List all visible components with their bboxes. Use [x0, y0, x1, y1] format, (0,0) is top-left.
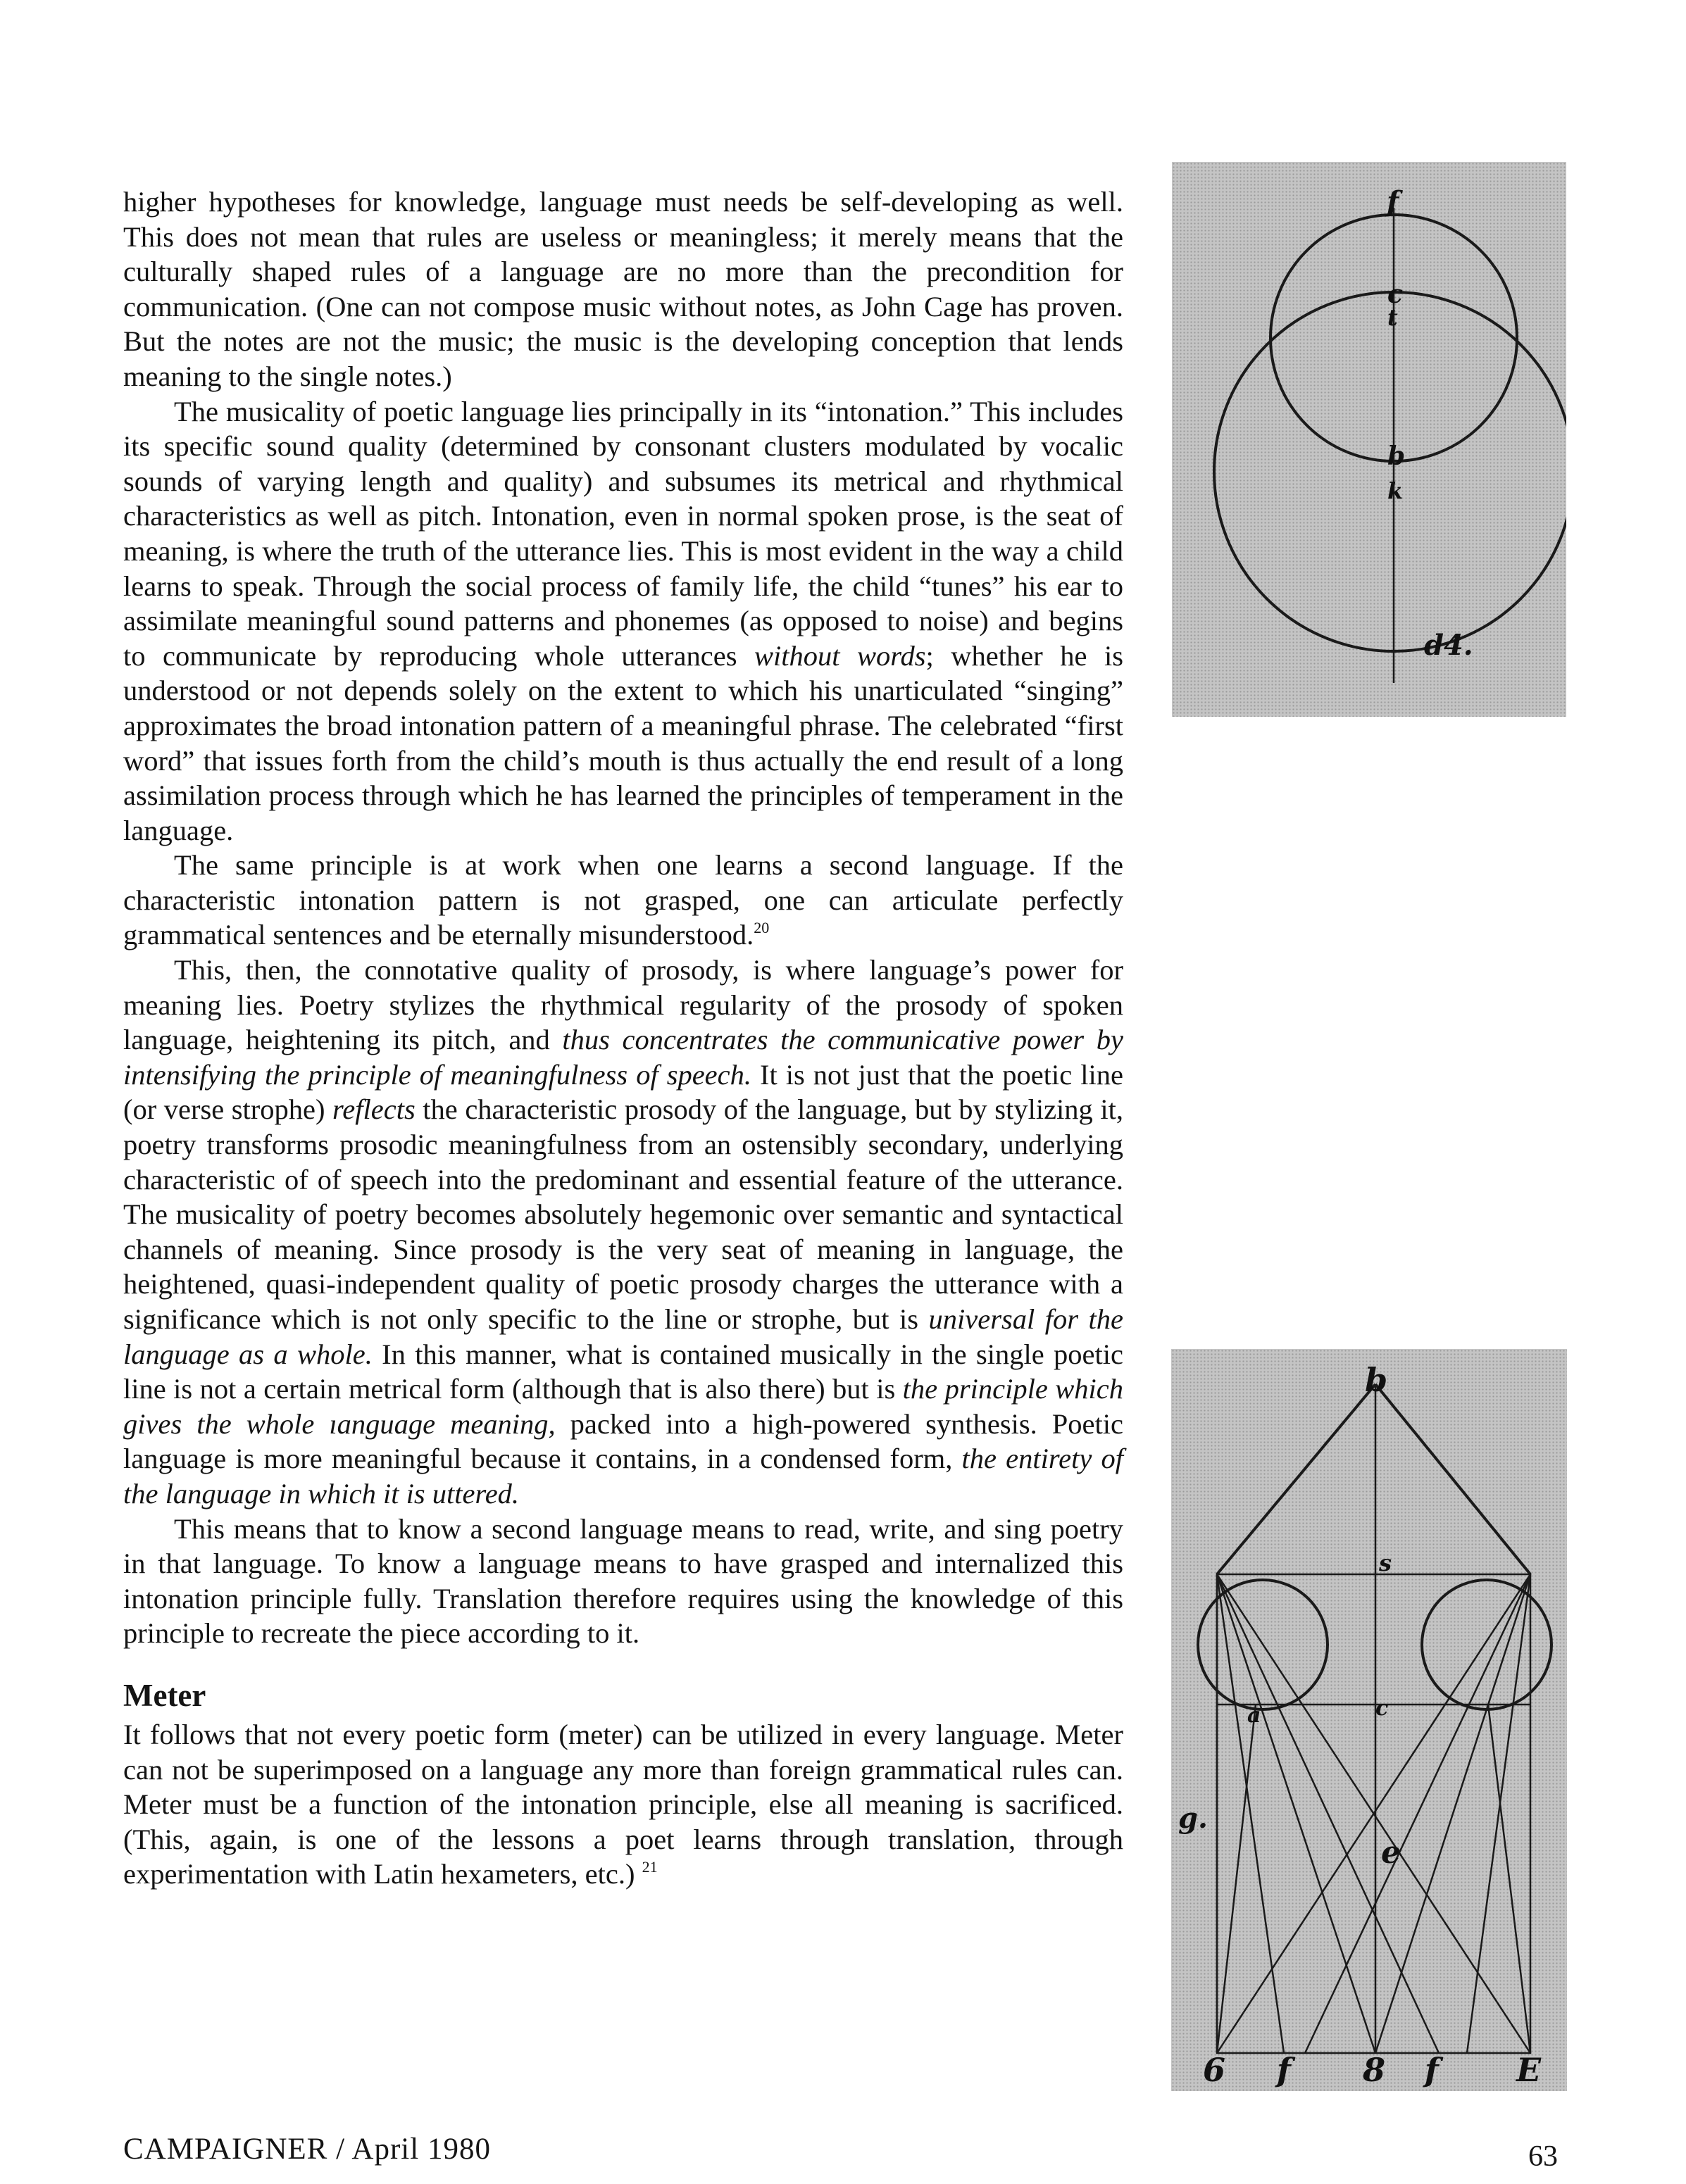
paragraph-4-emphasis-2: reflects	[332, 1093, 416, 1126]
paragraph-4	[123, 953, 1123, 1512]
paragraph-4-text-c: the characteristic prosody of the language, but by stylizing it, poetry transforms prosodic meaningfulness from an ostensibly secondary, underlying characteristic of of speech into the predominant and essential feature of the utterance. The musicality of poetry becomes absolutely hegemonic over semantic and syntactical channels of meaning. Since prosody is the very seat of meaning in language, the heightened, quasi-independent quality of poetic prosody charges the utterance with a significance which is not only specific to the line or strophe, but is	[123, 1093, 1123, 1335]
paragraph-2-text-b: ; whether he is understood or not depends solely on the extent to which his unarticulated “singing” approximates the broad intonation pattern of a meaningful phrase. The celebrated “first word” that issues forth from the child’s mouth is thus actually the end result of a long assimilation process through which he has learned the principles of temperament in the language.	[123, 639, 1123, 846]
label-k: k	[1387, 477, 1404, 504]
label-8: 8	[1363, 2051, 1386, 2089]
paragraph-4-text-b: It is not just that the poetic line (or verse strophe)	[123, 1058, 1123, 1126]
footnote-ref-21: 21	[642, 1858, 658, 1876]
paragraph-4-emphasis-1: thus concentrates the communicative power by intensifying the principle of meaningfulness of speech.	[123, 1024, 1123, 1091]
paragraph-3	[123, 848, 1123, 953]
ray-r2	[1375, 1574, 1530, 2053]
paragraph-2	[123, 394, 1123, 848]
paragraph-4-text-a: This, then, the connotative quality of prosody, is where language’s power for meaning lies. Poetry stylizes the rhythmical regularity of the prosody of spoken language, heightening its pitch, and	[123, 954, 1123, 1056]
article-body	[123, 184, 1123, 1892]
ray-a1	[1217, 1705, 1256, 2053]
paragraph-1: higher hypotheses for knowledge, language must needs be self-developing as well. This does not mean that rules are useless or meaningless; it merely means that the culturally shaped rules of a language are no more than the precondition for communication. (One can not compose music without notes, as John Cage has proven. But the notes are not the music; the music is the developing conception that lends meaning to the single notes.)	[123, 186, 1123, 392]
paragraph-4-emphasis-4: the principle which gives the whole ıanguage meaning,	[123, 1373, 1123, 1440]
label-E: E	[1516, 2051, 1542, 2089]
circles-diagram-figure	[1172, 162, 1566, 717]
right-circle	[1422, 1580, 1551, 1709]
label-e: e	[1381, 1835, 1401, 1871]
lower-circle	[1214, 292, 1566, 651]
footnote-ref-20: 20	[754, 919, 770, 937]
label-6: 6	[1203, 2051, 1226, 2089]
label-c-mid: c	[1375, 1696, 1389, 1721]
ray-r3	[1305, 1574, 1530, 2053]
circles-diagram	[1172, 162, 1566, 717]
paragraph-4-emphasis-3: universal for the language as a whole.	[123, 1303, 1123, 1370]
paragraph-4-emphasis-5: the entirety of the language in which it is uttered.	[123, 1443, 1123, 1510]
left-apex-line	[1217, 1384, 1375, 1574]
ray-a2	[1488, 1705, 1530, 2053]
footer-publication: CAMPAIGNER / April 1980	[123, 2133, 491, 2166]
triangle-construction-figure	[1171, 1349, 1567, 2091]
label-c: c	[1387, 280, 1403, 309]
label-f-base-2: f	[1425, 2051, 1439, 2089]
paragraph-4-text-e: packed into a high-powered synthesis. Poetic language is more meaningful because it contains, in a condensed form,	[123, 1407, 1124, 1475]
label-b: b	[1387, 441, 1406, 471]
label-t: t	[1387, 304, 1398, 331]
paragraph-3-text: The same principle is at work when one learns a second language. If the characteristic intonation pattern is not grasped, one can articulate perfectly grammatical sentences and be eternally misunderstood.	[123, 849, 1123, 951]
right-apex-line	[1375, 1384, 1530, 1574]
paragraph-5: This means that to know a second language means to read, write, and sing poetry in that language. To know a language means to have grasped and internalized this intonation principle fully. Translation therefore requires using the knowledge of this principle to recreate the piece according to it.	[123, 1512, 1123, 1650]
paragraph-2-text-a: The musicality of poetic language lies principally in its “intonation.” This includes its specific sound quality (determined by consonant clusters modulated by vocalic sounds of varying length and quality) and subsumes its metrical and rhythmical characteristics as well as pitch. Intonation, even in normal spoken prose, is the seat of meaning, is where the truth of the utterance lies. This is most evident in the way a child learns to speak. Through the social process of family life, the child “tunes” his ear to assimilate meaningful sound patterns and phonemes (as opposed to noise) and begins to communicate by reproducing whole utterances	[123, 395, 1123, 672]
page-number: 63	[1528, 2140, 1558, 2173]
label-a: a	[1247, 1703, 1261, 1728]
ray-l2	[1217, 1574, 1375, 2053]
triangle-construction-diagram	[1171, 1349, 1567, 2091]
paragraph-6-text: It follows that not every poetic form (meter) can be utilized in every language. Meter can not be superimposed on a language any more than foreign grammatical rules can. Meter must be a function of the intonation principle, else all meaning is sacrificed. (This, again, is one of the lessons a poet learns through translation, through experimentation with Latin hexameters, etc.)	[123, 1718, 1123, 1890]
paragraph-2-emphasis: without words	[754, 639, 926, 672]
label-g: g.	[1178, 1802, 1208, 1835]
paragraph-6	[123, 1717, 1123, 1892]
label-s: s	[1379, 1550, 1392, 1576]
label-f-base-1: f	[1277, 2051, 1291, 2089]
label-f: f	[1387, 185, 1399, 218]
label-d4: d4.	[1424, 629, 1473, 662]
paragraph-4-text-d: In this manner, what is contained musically in the single poetic line is not a certain metrical form (although that is also there) but is	[123, 1338, 1123, 1405]
label-b-apex: b	[1365, 1361, 1388, 1399]
section-heading-meter: Meter	[123, 1677, 206, 1713]
